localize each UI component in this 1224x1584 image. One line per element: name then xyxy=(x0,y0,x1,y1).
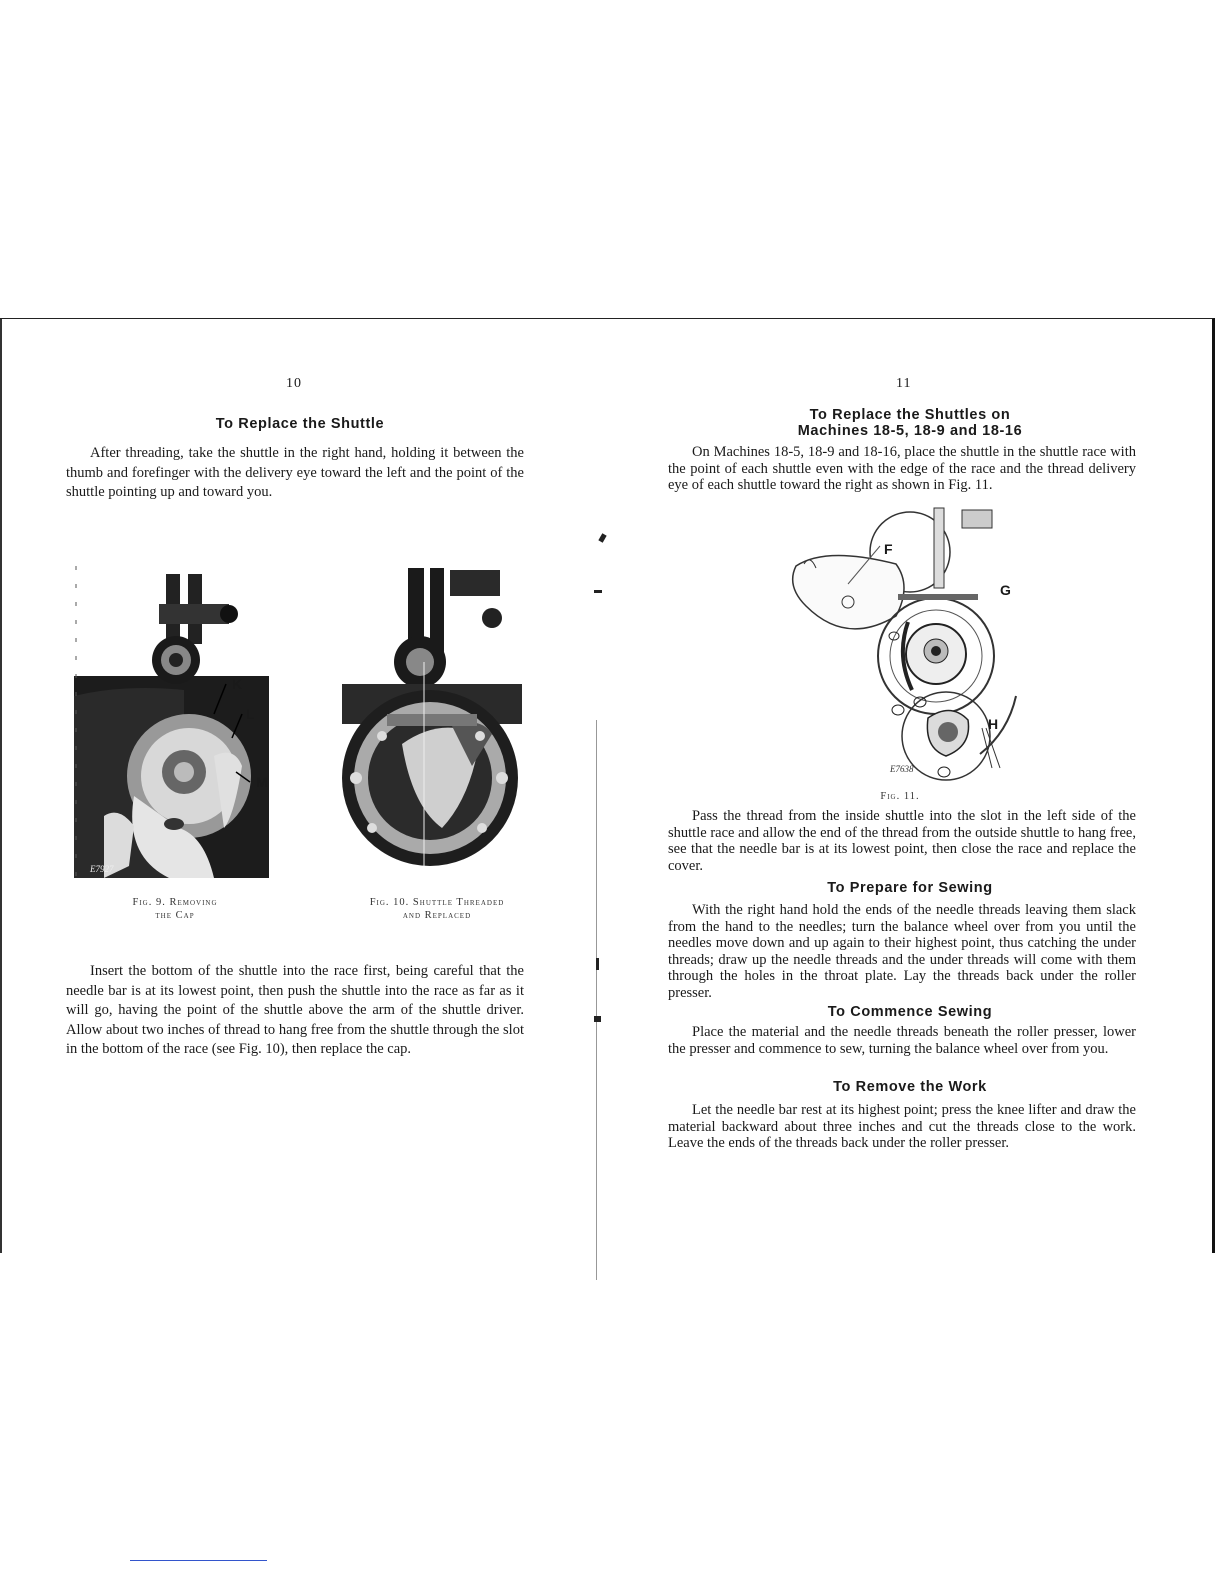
insert-paragraph-left: Insert the bottom of the shuttle into the race first, being careful that the needle bar is at its lowest point, then push the shuttle into the race as far as it will go, having the point of the shuttle above the arm of the shuttle driver. Allow about two inches of thread to hang free from the shuttle through the slot in the bottom of the race (see Fig. 10), then replace the cap. xyxy=(66,963,524,1057)
remove-work-paragraph: Let the needle bar rest at its highest point; press the knee lifter and draw the material backward about three inches and cut the threads close to the work. Leave the ends of the threads back under the roller presser. xyxy=(668,1102,1136,1151)
page-number-right: 11 xyxy=(896,376,912,391)
page-fold xyxy=(596,720,597,1280)
heading-prepare-sewing: To Prepare for Sewing xyxy=(827,880,993,896)
heading-replace-shuttles-line1: To Replace the Shuttles on xyxy=(809,407,1011,423)
fig11-ref-number: E7638 xyxy=(890,764,914,774)
fig10-caption-line2: and Replaced xyxy=(402,910,472,921)
fig10-photo xyxy=(332,566,522,878)
intro-paragraph-right: On Machines 18-5, 18-9 and 18-16, place the shuttle in the shuttle race with the point of each shuttle even with the edge of the race and the thread delivery eye of each shuttle toward the right as shown in Fig. 11. xyxy=(668,444,1136,493)
commence-sewing-paragraph: Place the material and the needle threads beneath the roller presser, lower the presser and commence to sew, turning the balance wheel over from you. xyxy=(668,1024,1136,1057)
fig11-label-h: H xyxy=(988,716,999,732)
fig9-label-k: K xyxy=(232,676,243,692)
heading-remove-work: To Remove the Work xyxy=(833,1079,987,1095)
fig9-label-l: L xyxy=(246,706,255,722)
scan-speck xyxy=(596,958,599,970)
heading-replace-shuttles xyxy=(760,407,1060,439)
heading-replace-shuttle: To Replace the Shuttle xyxy=(215,416,385,432)
fig11-caption: Fig. 11. xyxy=(880,791,920,802)
fig9-caption-line2: the Cap xyxy=(155,910,195,921)
fig11-diagram xyxy=(786,506,1026,784)
fig9-caption xyxy=(110,896,240,922)
fig9-photo xyxy=(64,566,269,878)
page-number-left: 10 xyxy=(286,376,302,391)
fig11-label-f: F xyxy=(884,541,893,557)
pass-thread-paragraph: Pass the thread from the inside shuttle into the slot in the left side of the shuttle race and allow the end of the thread from the outside shuttle to hang free, see that the needle bar is at its lowest point, then close the race and replace the cover. xyxy=(668,808,1136,874)
fig10-caption-line1: Fig. 10. Shuttle Threaded xyxy=(369,897,505,908)
bottom-rule xyxy=(130,1560,267,1561)
fig9-ref-number: E7927 xyxy=(90,864,114,874)
fig11-label-g: G xyxy=(1000,582,1011,598)
scan-speck xyxy=(594,1016,601,1022)
fig9-label-m: M xyxy=(256,774,268,790)
fig9-caption-line1: Fig. 9. Removing xyxy=(132,897,218,908)
scan-speck xyxy=(594,590,602,593)
heading-commence-sewing: To Commence Sewing xyxy=(827,1004,993,1020)
fig10-caption xyxy=(352,896,522,922)
prepare-sewing-paragraph: With the right hand hold the ends of the needle threads leaving them slack from the hand to the needles; turn the balance wheel over from you until the needles move down and up again to their highest point, thus catching the under threads; draw up the needle threads and the under threads will come with them through the holes in the throat plate. Lay the threads back under the roller presser. xyxy=(668,902,1136,1001)
intro-paragraph-left: After threading, take the shuttle in the right hand, holding it between the thumb and forefinger with the delivery eye toward the left and the point of the shuttle pointing up and toward you. xyxy=(66,445,524,500)
heading-replace-shuttles-line2: Machines 18-5, 18-9 and 18-16 xyxy=(797,423,1023,439)
